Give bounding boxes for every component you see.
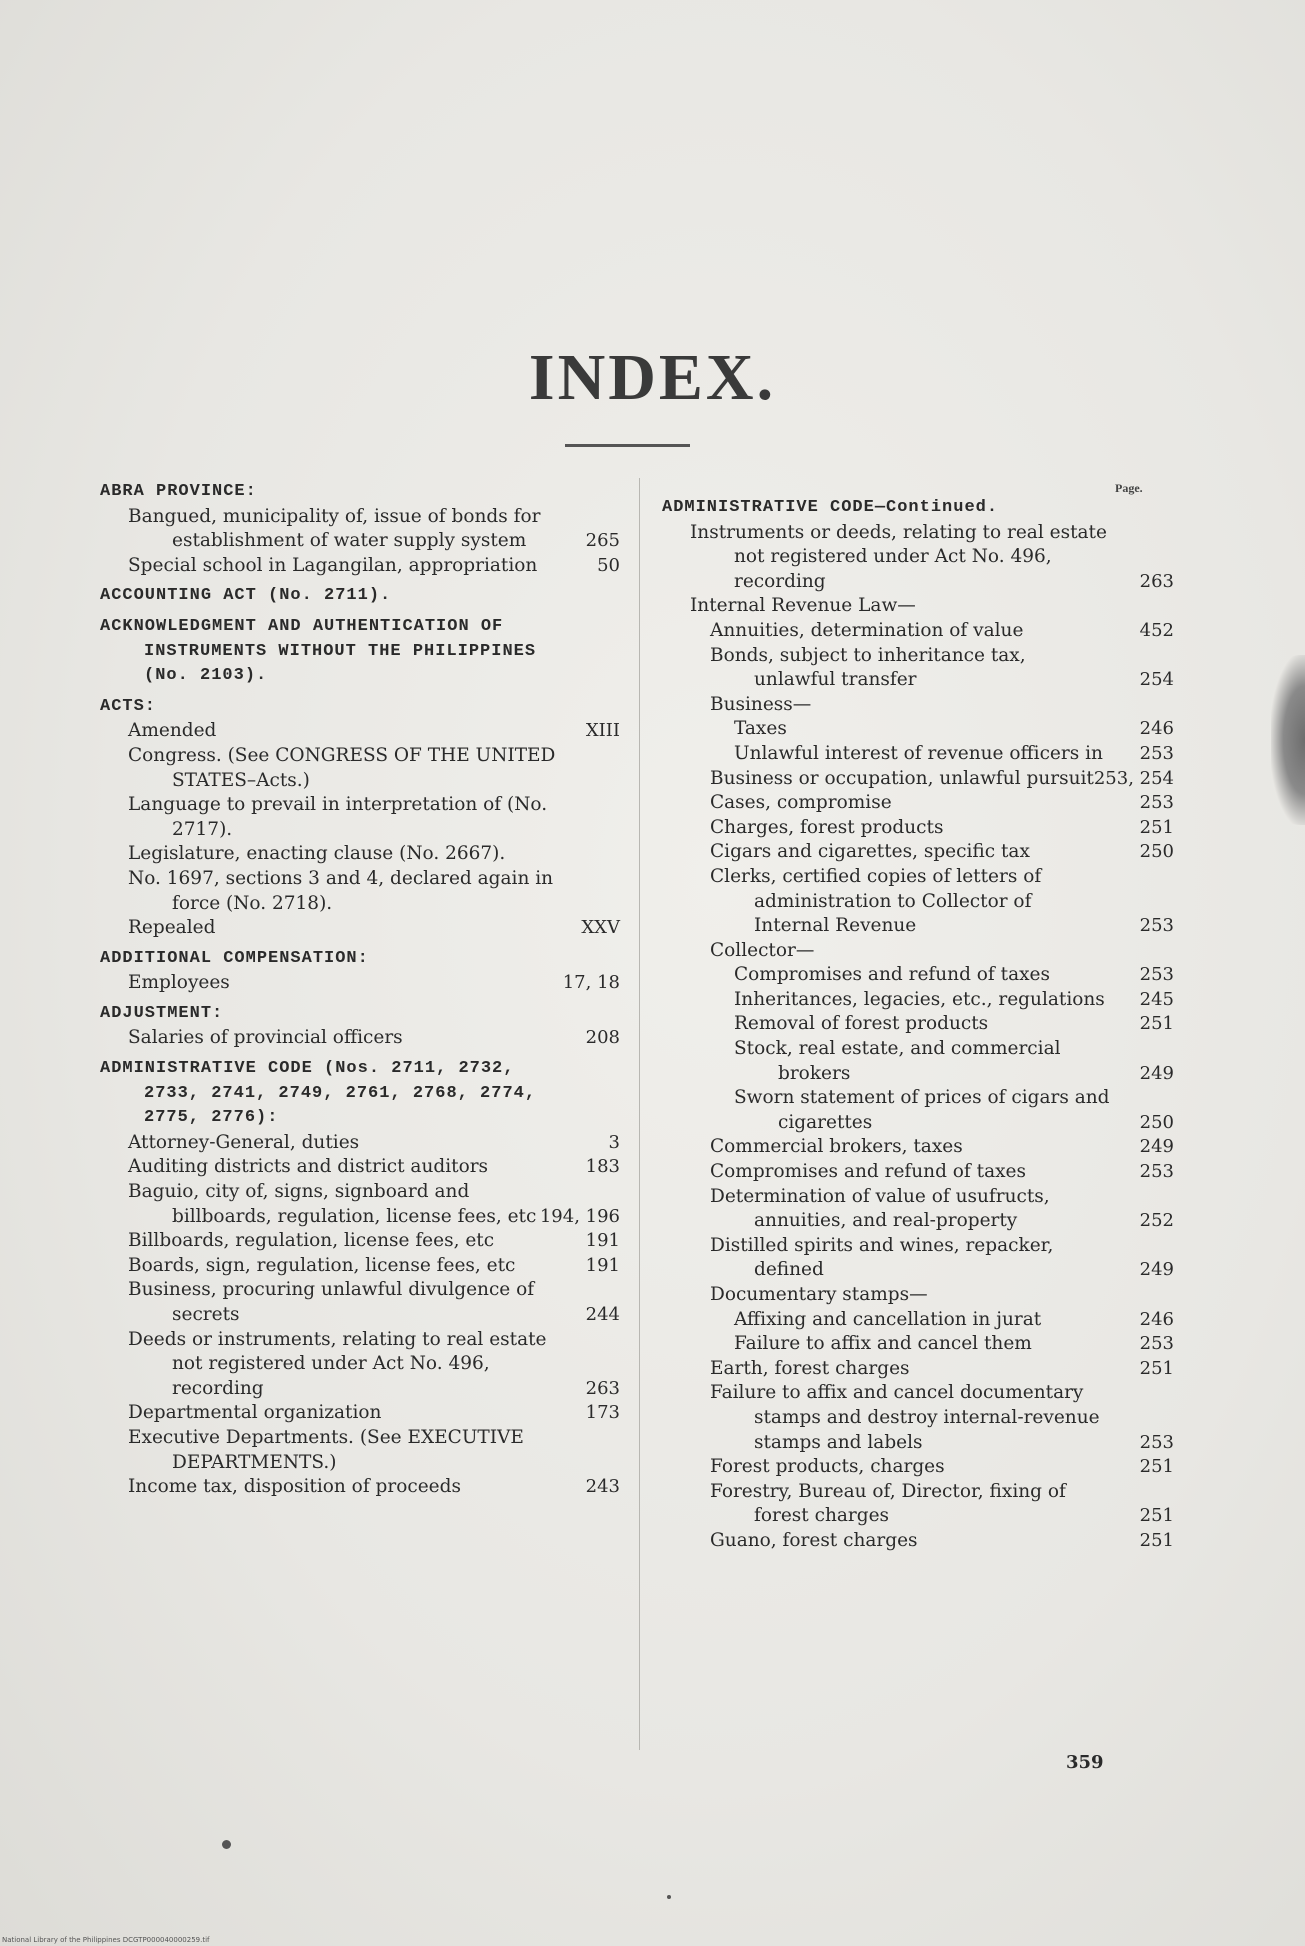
index-entry-page: 253	[1139, 915, 1174, 937]
index-entry	[100, 867, 620, 916]
index-entry-page: 191	[585, 1230, 620, 1252]
index-entry	[100, 554, 620, 579]
index-entry	[662, 988, 1174, 1013]
index-entry-text: Forestry, Bureau of, Director, fixing of forest charges	[710, 1480, 1066, 1527]
index-entry	[100, 1155, 620, 1180]
index-entry	[662, 963, 1174, 988]
index-entry-page: 265	[585, 530, 620, 552]
index-entry-text: Baguio, city of, signs, signboard and billboards, regulation, license fees, etc	[128, 1181, 537, 1227]
scan-thumb-shadow	[1271, 655, 1305, 825]
index-entry	[662, 816, 1174, 841]
index-entry-page: 246	[1139, 1308, 1174, 1330]
index-entry-text: Business—	[710, 693, 812, 715]
index-entry-text: ADMINISTRATIVE CODE (Nos. 2711, 2732, 2733, 2741, 2749, 2761, 2768, 2774, 2775, 2776):	[100, 1059, 537, 1128]
index-entry-text: Executive Departments. (See EXECUTIVE DEPARTMENTS.)	[128, 1426, 524, 1473]
title-rule	[565, 444, 690, 447]
index-entry-text: Affixing and cancellation in jurat	[734, 1308, 1042, 1330]
index-entry-page: 251	[1139, 1529, 1174, 1551]
index-entry-text: ABRA PROVINCE:	[100, 482, 257, 501]
index-entry-text: Bonds, subject to inheritance tax, unlawful transfer	[710, 644, 1026, 691]
index-entry	[662, 1529, 1174, 1554]
index-entry-page: 251	[1139, 1456, 1174, 1478]
scan-footnote: National Library of the Philippines DCGTP000040000259.tif	[2, 1936, 210, 1944]
index-entry-text: Compromises and refund of taxes	[734, 964, 1050, 986]
index-entry-text: Cigars and cigarettes, specific tax	[710, 841, 1030, 863]
index-entry-page: 17, 18	[562, 972, 620, 994]
index-entry-text: Earth, forest charges	[710, 1357, 910, 1379]
index-entry	[662, 644, 1174, 693]
index-entry-text: Collector—	[710, 939, 815, 961]
index-entry-text: Stock, real estate, and commercial brokers	[734, 1038, 1061, 1084]
index-entry-text: Auditing districts and district auditors	[128, 1156, 489, 1178]
index-entry-text: Forest products, charges	[710, 1456, 945, 1478]
index-entry-text: No. 1697, sections 3 and 4, declared again in force (No. 2718).	[128, 867, 554, 914]
index-entry-text: Language to prevail in interpretation of (No. 2717).	[128, 794, 548, 840]
index-entry-text: Taxes	[734, 718, 787, 740]
index-entry-text: Unlawful interest of revenue officers in	[734, 742, 1103, 764]
index-entry	[100, 1131, 620, 1156]
index-entry	[662, 865, 1174, 939]
index-entry	[100, 793, 620, 842]
index-entry	[662, 1283, 1174, 1308]
index-entry-page: 208	[585, 1027, 620, 1049]
index-entry	[100, 584, 620, 609]
index-entry	[662, 521, 1174, 595]
column-divider	[639, 478, 640, 1750]
index-entry	[662, 767, 1174, 792]
index-entry-text: ADMINISTRATIVE CODE—Continued.	[662, 498, 999, 517]
index-entry	[662, 1135, 1174, 1160]
index-entry	[662, 1480, 1174, 1529]
index-entry	[100, 1026, 620, 1051]
index-entry-text: Inheritances, legacies, etc., regulations	[734, 988, 1105, 1010]
index-entry-page: 253	[1139, 1333, 1174, 1355]
index-entry-text: Employees	[128, 972, 230, 994]
index-entry-page: 3	[608, 1131, 620, 1153]
index-entry-page: 194, 196	[539, 1205, 620, 1227]
index-entry-page: 263	[585, 1377, 620, 1399]
index-entry-text: Determination of value of usufructs, annuities, and real-property	[710, 1185, 1050, 1232]
index-entry-text: Billboards, regulation, license fees, etc	[128, 1230, 495, 1252]
index-entry	[662, 1332, 1174, 1357]
index-entry-page: 50	[597, 554, 620, 576]
index-entry-text: Cases, compromise	[710, 792, 892, 814]
index-entry	[100, 842, 620, 867]
index-entry-text: Instruments or deeds, relating to real estate not registered under Act No. 496, recording	[690, 521, 1107, 592]
index-entry	[662, 693, 1174, 718]
index-entry-text: Repealed	[128, 917, 216, 939]
index-entry-text: Charges, forest products	[710, 816, 944, 838]
index-entry	[100, 719, 620, 744]
index-entry	[100, 695, 620, 720]
index-entry-text: Business, procuring unlawful divulgence of secrets	[128, 1279, 535, 1325]
index-entry-page: 251	[1139, 1013, 1174, 1035]
index-entry-text: Guano, forest charges	[710, 1529, 918, 1551]
index-right-column	[662, 496, 1174, 1554]
index-entry	[662, 1357, 1174, 1382]
index-entry-text: ACTS:	[100, 696, 157, 716]
index-entry-text: Removal of forest products	[734, 1013, 989, 1035]
index-entry	[100, 480, 620, 505]
index-entry-page: 253	[1139, 1161, 1174, 1183]
index-entry-page: 250	[1139, 841, 1174, 863]
index-entry-text: ACKNOWLEDGMENT AND AUTHENTICATION OF INSTRUMENTS WITHOUT THE PHILIPPINES (No. 2103).	[100, 616, 537, 686]
index-left-column	[100, 480, 620, 1500]
index-entry	[662, 1185, 1174, 1234]
index-entry-text: Commercial brokers, taxes	[710, 1136, 963, 1158]
index-entry	[100, 1328, 620, 1402]
index-entry	[100, 1278, 620, 1327]
index-entry-text: Special school in Lagangilan, appropriation	[128, 554, 538, 576]
index-entry-page: 251	[1139, 1505, 1174, 1527]
index-entry-page: 452	[1139, 619, 1174, 641]
index-entry-page: XXV	[581, 917, 620, 939]
index-entry-page: 249	[1139, 1062, 1174, 1084]
index-entry-text: Compromises and refund of taxes	[710, 1161, 1026, 1183]
index-entry-text: Salaries of provincial officers	[128, 1027, 403, 1049]
index-entry-page: 253	[1139, 742, 1174, 764]
index-entry-page: 243	[585, 1476, 620, 1498]
index-entry-page: 249	[1139, 1136, 1174, 1158]
index-entry-page: 253	[1139, 1431, 1174, 1453]
index-entry	[100, 916, 620, 941]
index-entry-page: 245	[1139, 988, 1174, 1010]
index-entry-text: Amended	[128, 720, 217, 742]
index-entry	[662, 496, 1174, 521]
index-entry-text: Annuities, determination of value	[710, 619, 1024, 641]
index-entry-page: 191	[585, 1254, 620, 1276]
index-entry-page: XIII	[585, 720, 620, 742]
index-entry	[100, 971, 620, 996]
index-entry	[662, 619, 1174, 644]
index-entry-text: Business or occupation, unlawful pursuit	[710, 767, 1094, 789]
index-entry-text: Income tax, disposition of proceeds	[128, 1476, 461, 1498]
index-entry-page: 254	[1139, 669, 1174, 691]
index-entry	[662, 1381, 1174, 1455]
index-entry	[662, 840, 1174, 865]
index-entry-text: Boards, sign, regulation, license fees, etc	[128, 1254, 516, 1276]
index-entry	[662, 791, 1174, 816]
index-entry	[100, 1475, 620, 1500]
index-entry-text: Bangued, municipality of, issue of bonds for establishment of water supply system	[128, 505, 541, 552]
page-title: INDEX.	[528, 341, 777, 414]
index-entry	[662, 742, 1174, 767]
index-entry	[100, 947, 620, 972]
index-entry-text: ADJUSTMENT:	[100, 1003, 224, 1023]
index-entry-text: Clerks, certified copies of letters of administration to Collector of Internal Revenue	[710, 865, 1042, 937]
index-entry-text: Congress. (See CONGRESS OF THE UNITED STATES–Acts.)	[128, 744, 556, 791]
index-entry-page: 253	[1139, 964, 1174, 986]
index-entry-text: ADDITIONAL COMPENSATION:	[100, 948, 369, 968]
index-entry-page: 244	[585, 1304, 620, 1325]
index-entry-page: 253	[1139, 792, 1174, 814]
index-entry	[662, 717, 1174, 742]
index-entry-text: Failure to affix and cancel documentary stamps and destroy internal-revenue stamps and labels	[710, 1382, 1100, 1453]
index-entry-text: Documentary stamps—	[710, 1284, 928, 1305]
index-entry	[100, 1426, 620, 1475]
index-entry	[662, 1234, 1174, 1283]
index-entry	[662, 1308, 1174, 1333]
index-entry-page: 250	[1139, 1111, 1174, 1133]
scan-speck	[222, 1840, 231, 1849]
scan-speck	[667, 1895, 671, 1899]
index-entry	[662, 1086, 1174, 1135]
index-entry-text: Sworn statement of prices of cigars and cigarettes	[734, 1087, 1110, 1133]
index-entry	[100, 1401, 620, 1426]
index-entry-page: 246	[1139, 718, 1174, 740]
index-entry	[100, 505, 620, 554]
index-entry-text: Distilled spirits and wines, repacker, defined	[710, 1234, 1054, 1281]
index-entry-text: Departmental organization	[128, 1402, 382, 1424]
index-entry-text: Legislature, enacting clause (No. 2667).	[128, 843, 506, 865]
index-entry	[100, 615, 620, 689]
page-number: 359	[1066, 1752, 1104, 1773]
index-entry	[100, 1002, 620, 1027]
index-entry-page: 252	[1139, 1210, 1174, 1232]
index-entry-page: 263	[1139, 570, 1174, 592]
index-entry-text: Internal Revenue Law—	[690, 595, 916, 617]
page-column-header: Page.	[1115, 481, 1143, 495]
index-entry-page: 251	[1139, 1357, 1174, 1379]
index-entry-text: Attorney-General, duties	[128, 1131, 360, 1153]
index-entry	[662, 1455, 1174, 1480]
index-entry	[100, 1180, 620, 1229]
index-entry	[100, 1057, 620, 1131]
index-entry	[662, 1160, 1174, 1185]
index-entry	[662, 1012, 1174, 1037]
index-entry-text: ACCOUNTING ACT (No. 2711).	[100, 586, 392, 606]
index-entry-text: Failure to affix and cancel them	[734, 1333, 1032, 1355]
index-entry	[662, 1037, 1174, 1086]
index-entry	[100, 744, 620, 793]
index-entry	[662, 939, 1174, 964]
index-entry-page: 253, 254	[1093, 767, 1174, 789]
index-entry-page: 183	[585, 1156, 620, 1178]
index-entry-page: 251	[1139, 816, 1174, 838]
index-entry-page: 173	[585, 1402, 620, 1424]
index-entry-page: 249	[1139, 1259, 1174, 1281]
index-entry	[100, 1229, 620, 1254]
index-entry	[662, 594, 1174, 619]
index-entry-text: Deeds or instruments, relating to real estate not registered under Act No. 496, recording	[128, 1328, 547, 1399]
index-entry	[100, 1254, 620, 1279]
